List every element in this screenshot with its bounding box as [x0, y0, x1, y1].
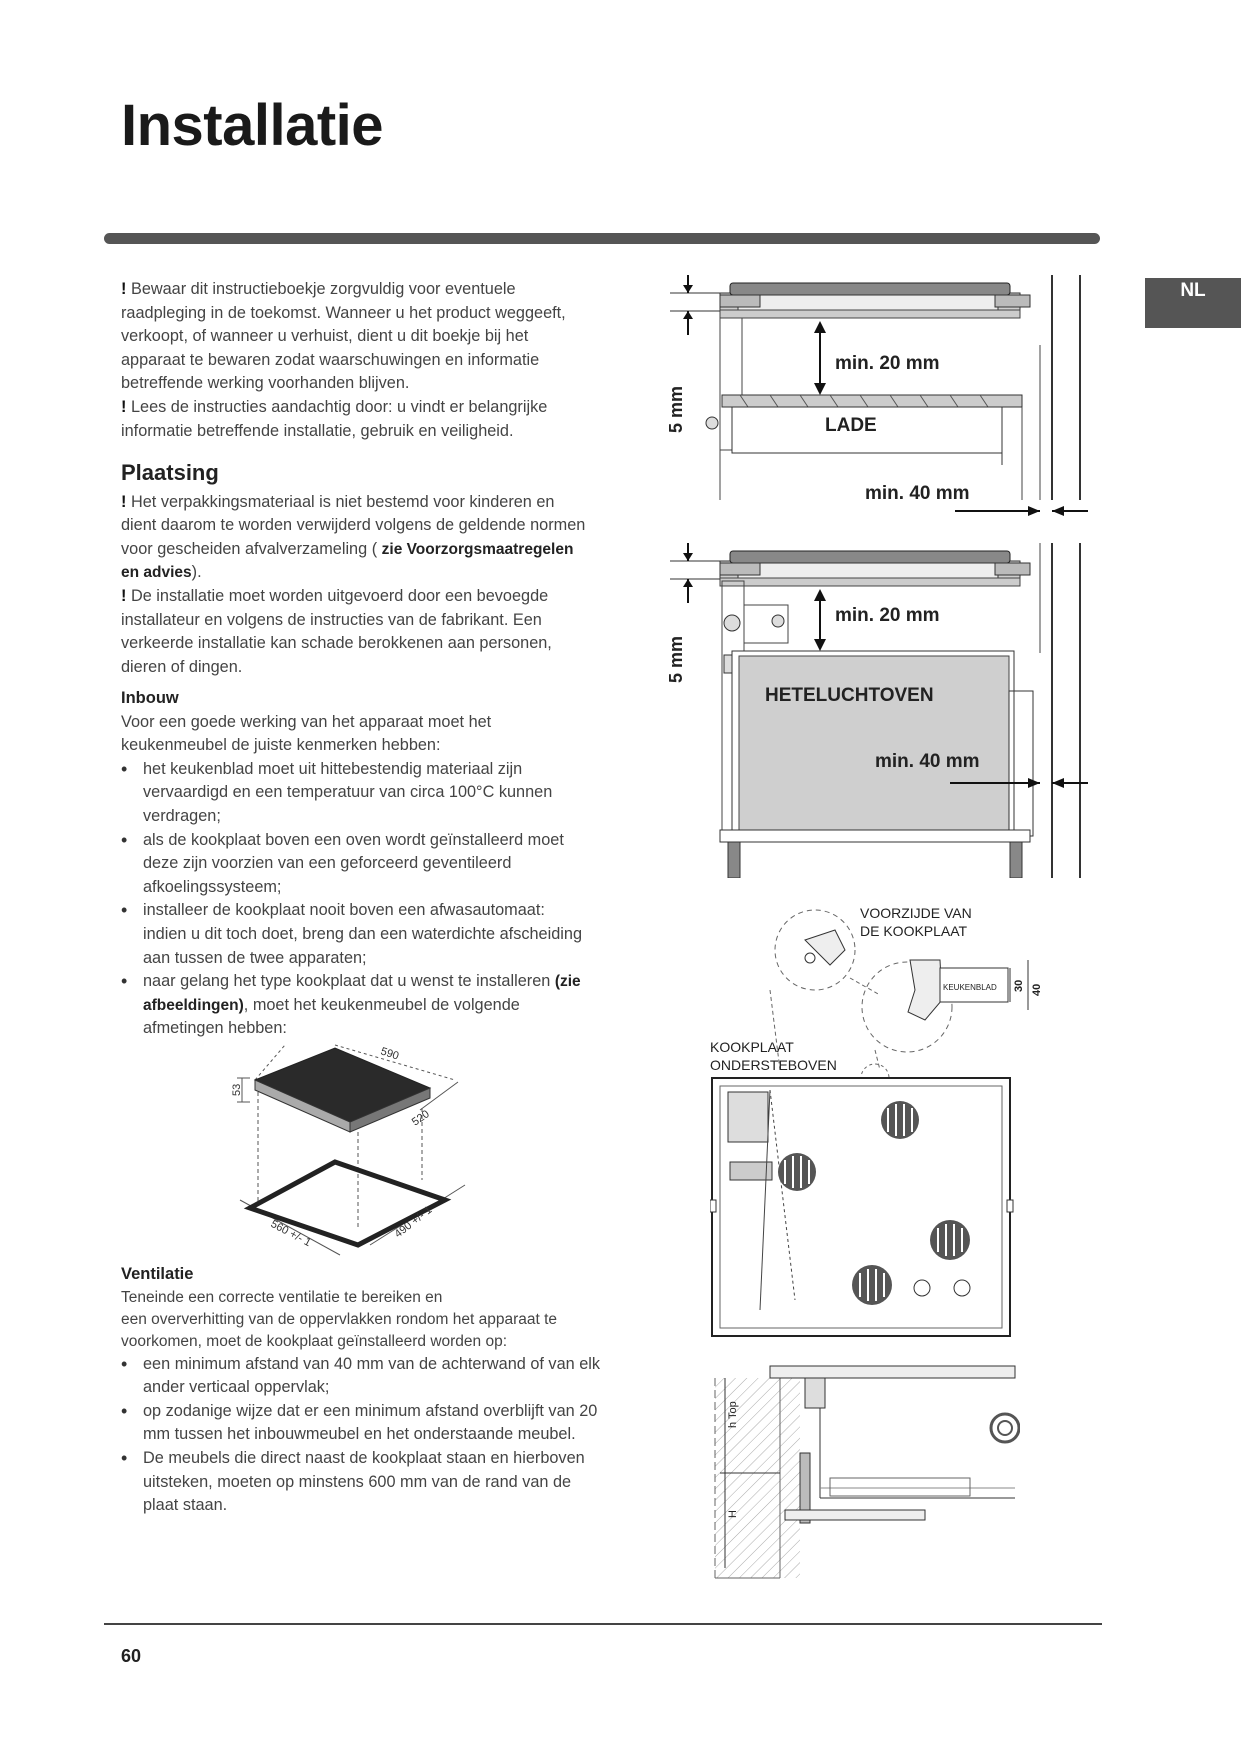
worktop-label: KEUKENBLAD [943, 983, 997, 992]
gap-back-label: min. 40 mm [875, 751, 980, 772]
dim-30-label: 30 [1013, 979, 1025, 992]
plaatsing-paragraph-1: ! Het verpakkingsmateriaal is niet bestemd voor kinderen en dient daarom te worden verwijderd volgens de geldende normen voor gescheiden afvalverzameling ( zie Voorzorgsmaatregelen en advies). [121, 492, 586, 582]
language-tab: NL [1145, 278, 1241, 328]
gap-top-label: min. 20 mm [835, 605, 940, 626]
list-item: • installeer de kookplaat nooit boven een afwasautomaat: indien u dit toch doet, breng dan een waterdichte afscheiding aan tussen de twee apparaten; [121, 899, 591, 970]
ventilatie-heading: Ventilatie [121, 1265, 194, 1283]
dim-40-label: 40 [1031, 983, 1043, 996]
oven-clearance-diagram [660, 543, 1100, 878]
ventilatie-intro-1: Teneinde een correcte ventilatie te bereiken en [121, 1288, 443, 1306]
ventilatie-intro-2: een oververhitting van de oppervlakken rondom het apparaat te voorkomen, moet de kookplaat geïnstalleerd worden op: [121, 1310, 558, 1350]
inbouw-section [121, 687, 591, 1041]
dim-cut-width-label: 560 +/- 1 [268, 1218, 313, 1250]
intro-paragraph: ! Bewaar dit instructieboekje zorgvuldig voor eventuele raadpleging in de toekomst. Wanneer u het product weggeeft, verkoopt, of wanneer u verhuist, dient u dit boekje bij het apparaat te bewaren zodat waarschuwingen en informatie betreffende werking voorhanden blijven. [121, 280, 566, 393]
inbouw-intro: Voor een goede werking van het apparaat moet het keukenmeubel de juiste kenmerken hebben: [121, 712, 492, 755]
gap-side-label: 5 mm [666, 635, 686, 683]
gap-side-label: 5 mm [666, 385, 686, 433]
plaatsing-section [121, 461, 591, 679]
gap-top-label: min. 20 mm [835, 353, 940, 374]
intro-paragraph: ! Lees de instructies aandachtig door: u vindt er belangrijke informatie betreffende installatie, gebruik en veiligheid. [121, 397, 548, 440]
page-number: 60 [121, 1646, 142, 1666]
precautions-link[interactable]: zie Voorzorgsmaatregelen en advies [121, 540, 574, 582]
dim-depth-label: 520 [409, 1108, 432, 1129]
header-rule [104, 233, 1100, 244]
upside-label-2: ONDERSTEBOVEN [710, 1057, 837, 1073]
list-item: • als de kookplaat boven een oven wordt geïnstalleerd moet deze zijn voorzien van een geforceerd geventileerd afkoelingssysteem; [121, 829, 591, 900]
footer-rule [104, 1623, 1102, 1625]
figures-link[interactable]: (zie afbeeldingen) [143, 973, 581, 1014]
gap-back-label: min. 40 mm [865, 483, 970, 504]
cutout-dimensions-diagram [230, 1040, 480, 1260]
drawer-clearance-diagram [660, 275, 1100, 535]
dim-width-label: 590 [379, 1045, 401, 1063]
plaatsing-heading: Plaatsing [121, 460, 219, 485]
list-item: • het keukenblad moet uit hittebestendig materiaal zijn vervaardigd en een temperatuur van circa 100°C kunnen verdragen; [121, 758, 591, 829]
dim-cut-depth-label: 490 +/- 1 [392, 1203, 435, 1241]
page-title: Installatie [121, 93, 384, 158]
dim-height-label: 53 [231, 1083, 243, 1096]
inbouw-heading: Inbouw [121, 689, 179, 707]
upside-label-1: KOOKPLAAT [710, 1039, 794, 1055]
front-label-2: DE KOOKPLAAT [860, 923, 968, 939]
ventilatie-list [121, 1353, 601, 1518]
list-item: • een minimum afstand van 40 mm van de achterwand of van elk ander verticaal oppervlak; [121, 1353, 601, 1400]
hob-upside-down-diagram [710, 900, 1100, 1350]
drawer-label: LADE [825, 415, 877, 436]
list-item: • op zodanige wijze dat er een minimum afstand overblijft van 20 mm tussen het inbouwmeubel en het onderstaande meubel. [121, 1400, 601, 1447]
plaatsing-paragraph-2: ! De installatie moet worden uitgevoerd door een bevoegde installateur en volgens de instructies van de fabrikant. Een verkeerde installatie kan schade berokkenen aan personen, dieren of dingen. [121, 586, 552, 676]
ventilatie-section [121, 1263, 601, 1518]
h-label: H [727, 1510, 739, 1518]
h-top-label: h Top [727, 1401, 739, 1428]
inbouw-list [121, 758, 591, 1041]
worktop-section-diagram [710, 1358, 1020, 1588]
intro-block [121, 278, 591, 443]
front-label-1: VOORZIJDE VAN [860, 905, 972, 921]
oven-label: HETELUCHTOVEN [765, 685, 934, 706]
list-item: • naar gelang het type kookplaat dat u wenst te installeren (zie afbeeldingen), moet het keukenmeubel de volgende afmetingen hebben: [121, 970, 591, 1041]
list-item: • De meubels die direct naast de kookplaat staan en hierboven uitsteken, moeten op minstens 600 mm van de rand van de plaat staan. [121, 1447, 601, 1518]
